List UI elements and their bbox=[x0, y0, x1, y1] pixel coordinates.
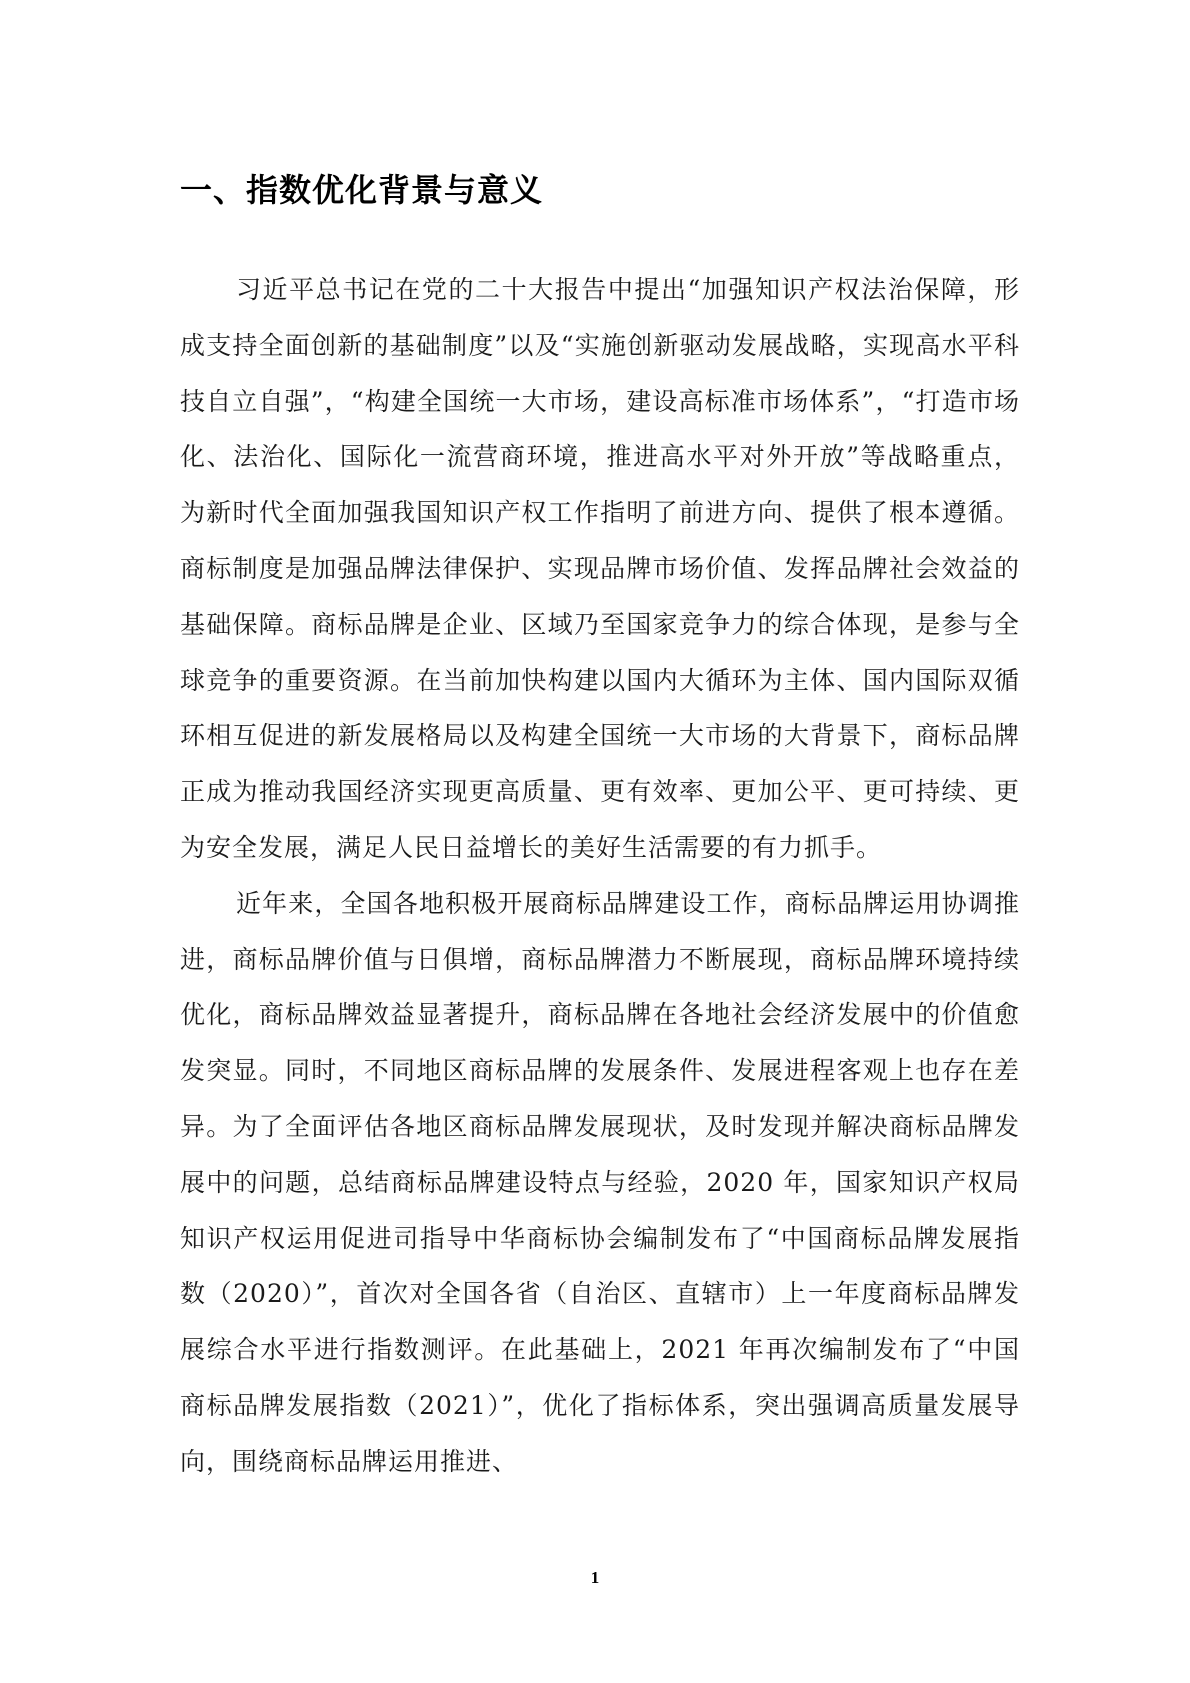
page-number: 1 bbox=[590, 1568, 600, 1587]
paragraph-recent-years: 近年来，全国各地积极开展商标品牌建设工作，商标品牌运用协调推进，商标品牌价值与日俱增，商标品牌潜力不断展现，商标品牌环境持续优化，商标品牌效益显著提升，商标品牌在各地社会经济发展中的价值愈发突显。同时，不同地区商标品牌的发展条件、发展进程客观上也存在差异。为了全面评估各地区商标品牌发展现状，及时发现并解决商标品牌发展中的问题，总结商标品牌建设特点与经验，2020 年，国家知识产权局知识产权运用促进司指导中华商标协会编制发布了“中国商标品牌发展指数（2020）”，首次对全国各省（自治区、直辖市）上一年度商标品牌发展综合水平进行指数测评。在此基础上，2021 年再次编制发布了“中国商标品牌发展指数（2021）”，优化了指标体系，突出强调高质量发展导向，围绕商标品牌运用推进、 bbox=[180, 888, 1020, 1476]
paragraph-background: 习近平总书记在党的二十大报告中提出“加强知识产权法治保障，形成支持全面创新的基础制度”以及“实施创新驱动发展战略，实现高水平科技自立自强”，“构建全国统一大市场，建设高标准市场体系”，“打造市场化、法治化、国际化一流营商环境，推进高水平对外开放”等战略重点，为新时代全面加强我国知识产权工作指明了前进方向、提供了根本遵循。商标制度是加强品牌法律保护、实现品牌市场价值、发挥品牌社会效益的基础保障。商标品牌是企业、区域乃至国家竞争力的综合体现，是参与全球竞争的重要资源。在当前加快构建以国内大循环为主体、国内国际双循环相互促进的新发展格局以及构建全国统一大市场的大背景下，商标品牌正成为推动我国经济实现更高质量、更有效率、更加公平、更可持续、更为安全发展，满足人民日益增长的美好生活需要的有力抓手。 bbox=[180, 275, 1020, 862]
section-heading: 一、指数优化背景与意义 bbox=[180, 171, 544, 209]
body-text bbox=[180, 262, 1020, 1490]
